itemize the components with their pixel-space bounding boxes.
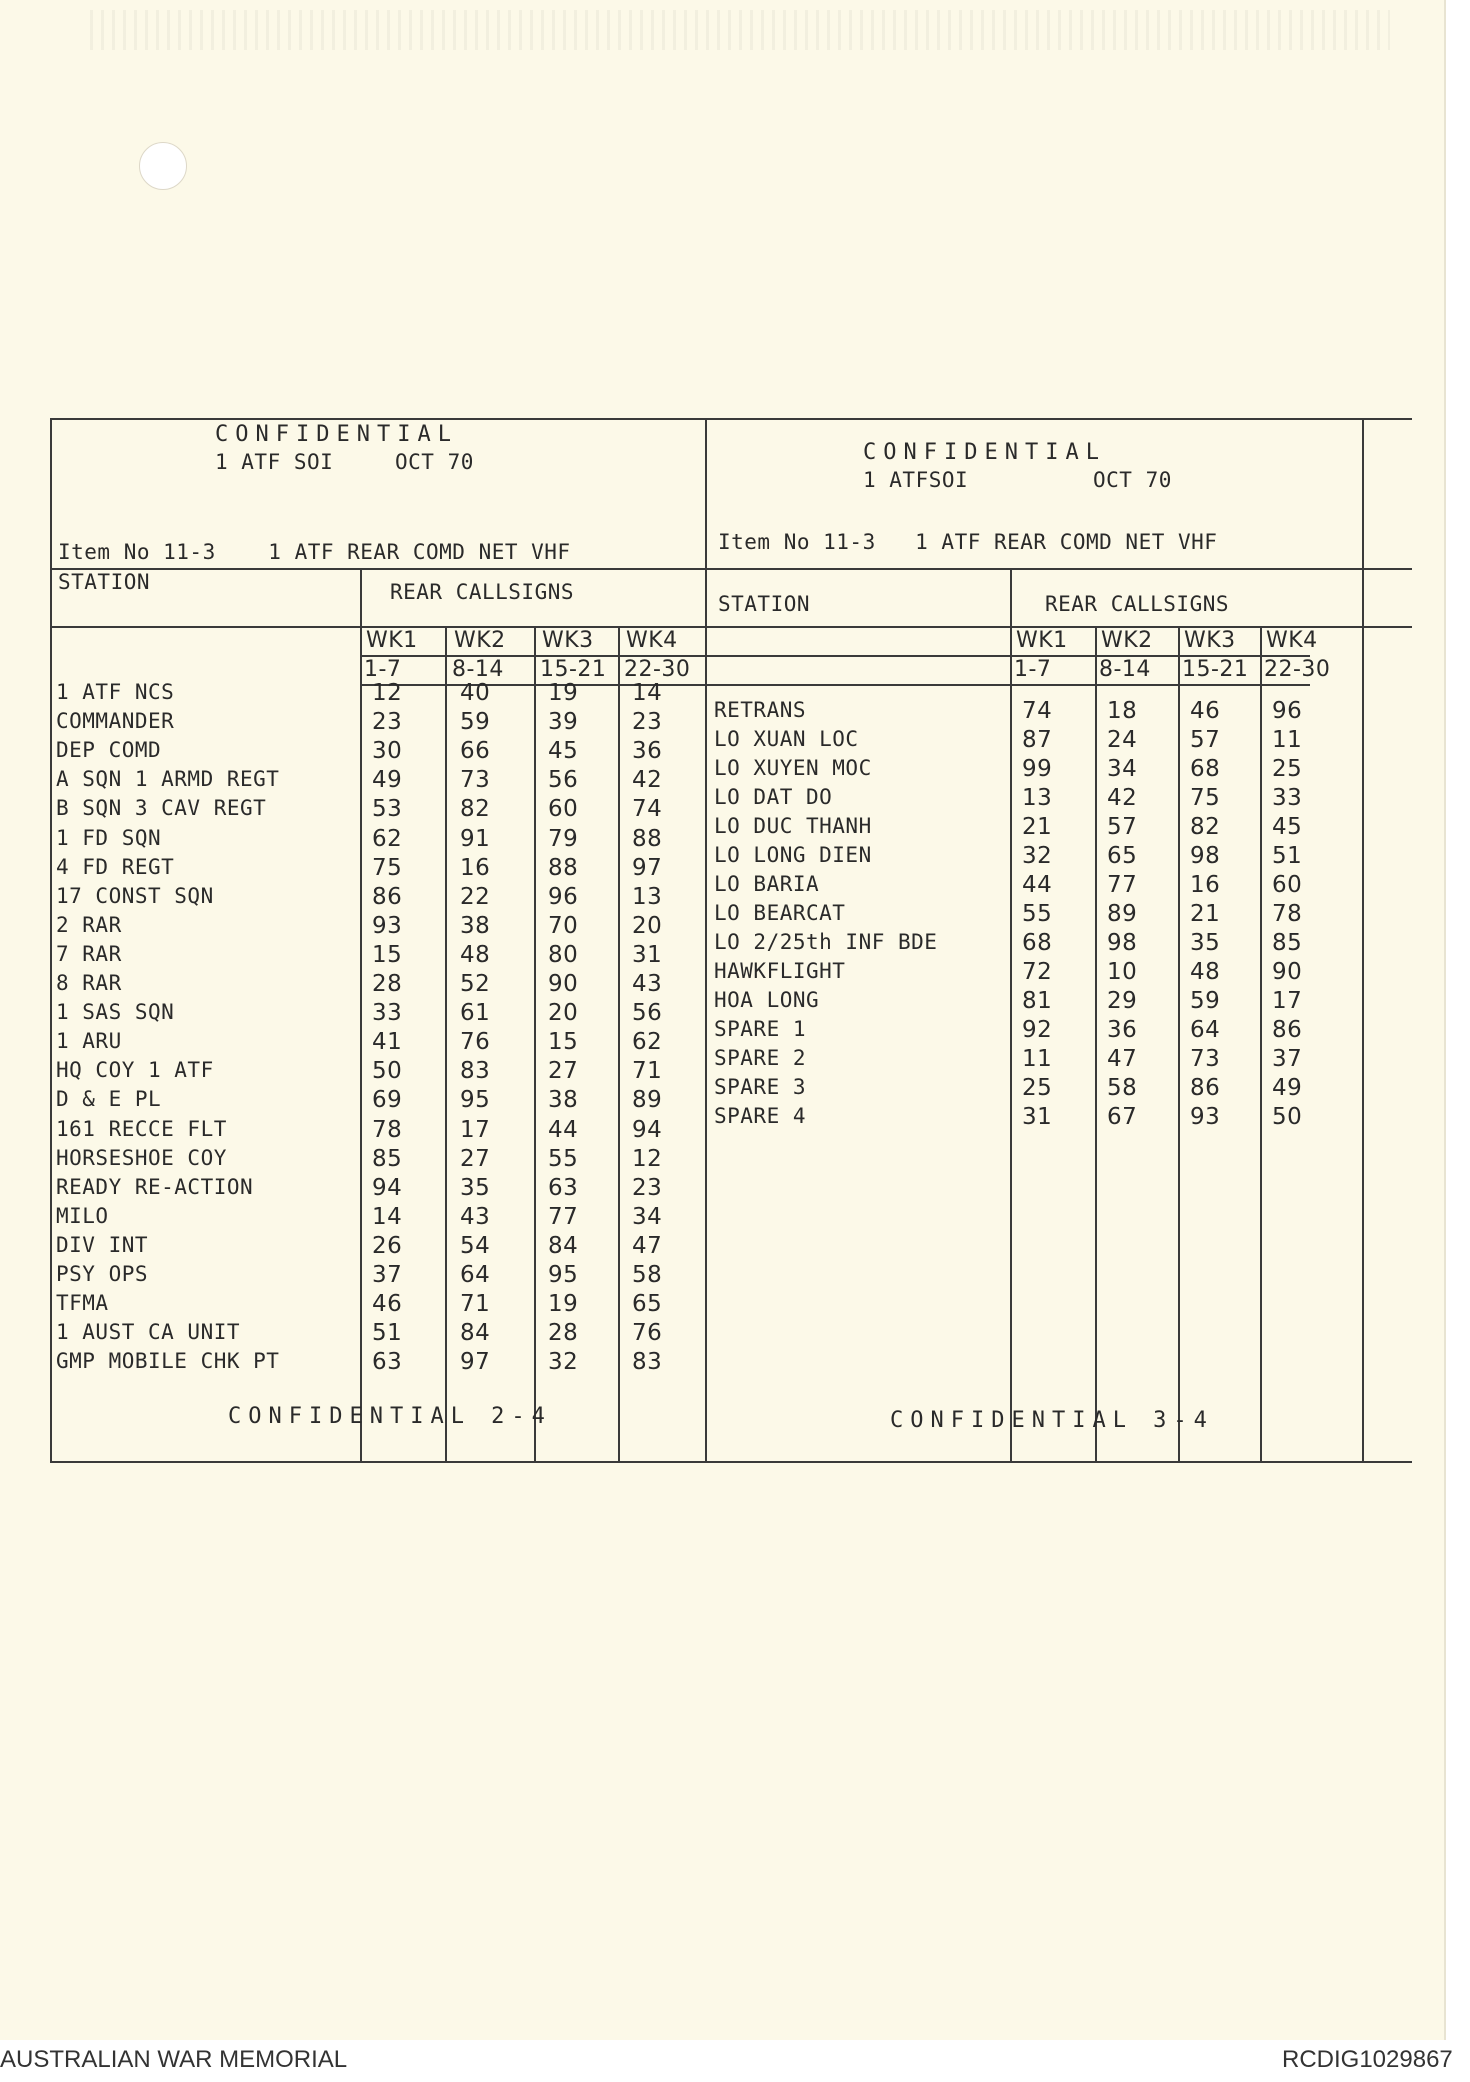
right-callsign-cell: 25 bbox=[1272, 756, 1303, 782]
rule-l-col4 bbox=[618, 626, 620, 1461]
left-station-name: TFMA bbox=[56, 1291, 109, 1315]
left-callsign-cell: 95 bbox=[548, 1262, 579, 1288]
rule-l-col2 bbox=[445, 626, 447, 1461]
left-callsign-cell: 55 bbox=[548, 1146, 579, 1172]
left-station-name: 161 RECCE FLT bbox=[56, 1117, 227, 1141]
right-callsign-cell: 35 bbox=[1190, 930, 1221, 956]
right-callsign-cell: 21 bbox=[1190, 901, 1221, 927]
left-callsign-cell: 75 bbox=[372, 855, 403, 881]
right-station-name: HOA LONG bbox=[714, 988, 820, 1012]
rule-l-col3 bbox=[534, 626, 536, 1461]
right-callsign-cell: 45 bbox=[1272, 814, 1303, 840]
rule-days bbox=[360, 684, 1310, 686]
left-station-name: PSY OPS bbox=[56, 1262, 149, 1286]
left-station-name: B SQN 3 CAV REGT bbox=[56, 796, 267, 820]
rule-item bbox=[50, 568, 1412, 570]
right-station-name: RETRANS bbox=[714, 698, 807, 722]
left-station-label: STATION bbox=[58, 570, 151, 594]
left-callsign-cell: 42 bbox=[632, 767, 663, 793]
right-week-label: WK2 bbox=[1101, 628, 1153, 653]
right-callsign-cell: 86 bbox=[1272, 1017, 1303, 1043]
left-callsign-cell: 14 bbox=[632, 680, 663, 706]
left-station-name: 2 RAR bbox=[56, 913, 122, 937]
rule-r-col1 bbox=[1010, 568, 1012, 1461]
left-callsign-cell: 70 bbox=[548, 913, 579, 939]
left-callsign-cell: 50 bbox=[372, 1058, 403, 1084]
right-week-label: WK4 bbox=[1266, 628, 1318, 653]
left-callsign-cell: 14 bbox=[372, 1204, 403, 1230]
left-callsign-cell: 44 bbox=[548, 1117, 579, 1143]
right-callsign-cell: 46 bbox=[1190, 698, 1221, 724]
left-callsign-cell: 69 bbox=[372, 1087, 403, 1113]
left-callsign-cell: 19 bbox=[548, 1291, 579, 1317]
right-station-name: LO BARIA bbox=[714, 872, 820, 896]
left-callsign-cell: 43 bbox=[460, 1204, 491, 1230]
left-callsign-cell: 61 bbox=[460, 1000, 491, 1026]
left-callsign-cell: 85 bbox=[372, 1146, 403, 1172]
right-week-label: WK3 bbox=[1184, 628, 1236, 653]
archive-institution: AUSTRALIAN WAR MEMORIAL bbox=[0, 2046, 348, 2073]
right-callsign-cell: 75 bbox=[1190, 785, 1221, 811]
left-callsign-cell: 84 bbox=[548, 1233, 579, 1259]
left-callsign-cell: 23 bbox=[632, 1175, 663, 1201]
right-station-name: SPARE 3 bbox=[714, 1075, 807, 1099]
left-callsign-cell: 28 bbox=[372, 971, 403, 997]
left-station-name: HQ COY 1 ATF bbox=[56, 1058, 214, 1082]
left-callsign-cell: 89 bbox=[632, 1087, 663, 1113]
left-callsign-cell: 19 bbox=[548, 680, 579, 706]
left-callsign-cell: 20 bbox=[548, 1000, 579, 1026]
left-station-name: 1 AUST CA UNIT bbox=[56, 1320, 241, 1344]
left-week-label: WK1 bbox=[366, 628, 418, 653]
left-callsign-cell: 58 bbox=[632, 1262, 663, 1288]
left-classification: CONFIDENTIAL bbox=[215, 422, 458, 447]
left-callsign-cell: 62 bbox=[632, 1029, 663, 1055]
right-callsign-cell: 82 bbox=[1190, 814, 1221, 840]
right-callsign-cell: 60 bbox=[1272, 872, 1303, 898]
right-callsign-cell: 11 bbox=[1022, 1046, 1053, 1072]
left-station-name: 8 RAR bbox=[56, 971, 122, 995]
left-callsign-cell: 91 bbox=[460, 826, 491, 852]
left-doc-title: 1 ATF SOI bbox=[215, 450, 334, 474]
right-callsign-cell: 49 bbox=[1272, 1075, 1303, 1101]
right-callsign-cell: 17 bbox=[1272, 988, 1303, 1014]
rule-r-col2 bbox=[1095, 626, 1097, 1461]
left-callsign-cell: 16 bbox=[460, 855, 491, 881]
left-station-name: MILO bbox=[56, 1204, 109, 1228]
left-callsign-cell: 53 bbox=[372, 796, 403, 822]
rule-r-col4 bbox=[1260, 626, 1262, 1461]
left-callsign-cell: 27 bbox=[460, 1146, 491, 1172]
left-callsign-cell: 88 bbox=[632, 826, 663, 852]
left-doc-date: OCT 70 bbox=[395, 450, 474, 474]
rule-center bbox=[705, 418, 707, 1463]
right-callsign-cell: 72 bbox=[1022, 959, 1053, 985]
right-callsign-cell: 34 bbox=[1107, 756, 1138, 782]
rule-r-col3 bbox=[1178, 626, 1180, 1461]
left-station-name: HORSESHOE COY bbox=[56, 1146, 227, 1170]
right-callsign-cell: 57 bbox=[1190, 727, 1221, 753]
left-callsign-cell: 94 bbox=[372, 1175, 403, 1201]
left-station-name: 17 CONST SQN bbox=[56, 884, 214, 908]
left-callsign-cell: 36 bbox=[632, 738, 663, 764]
left-callsign-cell: 84 bbox=[460, 1320, 491, 1346]
rule-l-col1 bbox=[360, 568, 362, 1461]
right-callsign-cell: 74 bbox=[1022, 698, 1053, 724]
left-station-name: GMP MOBILE CHK PT bbox=[56, 1349, 280, 1373]
punch-hole bbox=[139, 142, 187, 190]
left-callsign-cell: 28 bbox=[548, 1320, 579, 1346]
right-callsign-cell: 68 bbox=[1190, 756, 1221, 782]
left-station-name: 1 FD SQN bbox=[56, 826, 162, 850]
left-callsign-cell: 56 bbox=[548, 767, 579, 793]
right-station-name: LO DAT DO bbox=[714, 785, 833, 809]
left-callsign-cell: 59 bbox=[460, 709, 491, 735]
left-callsign-cell: 51 bbox=[372, 1320, 403, 1346]
left-callsign-cell: 23 bbox=[372, 709, 403, 735]
right-callsign-cell: 93 bbox=[1190, 1104, 1221, 1130]
left-callsign-cell: 33 bbox=[372, 1000, 403, 1026]
right-callsign-cell: 51 bbox=[1272, 843, 1303, 869]
right-callsign-cell: 55 bbox=[1022, 901, 1053, 927]
left-callsign-cell: 95 bbox=[460, 1087, 491, 1113]
left-station-name: A SQN 1 ARMD REGT bbox=[56, 767, 280, 791]
left-callsign-cell: 83 bbox=[632, 1349, 663, 1375]
left-callsign-cell: 34 bbox=[632, 1204, 663, 1230]
left-callsign-cell: 73 bbox=[460, 767, 491, 793]
left-station-name: 1 ATF NCS bbox=[56, 680, 175, 704]
right-station-name: LO BEARCAT bbox=[714, 901, 846, 925]
right-callsign-cell: 90 bbox=[1272, 959, 1303, 985]
right-callsign-cell: 47 bbox=[1107, 1046, 1138, 1072]
left-station-name: COMMANDER bbox=[56, 709, 175, 733]
right-callsign-cell: 16 bbox=[1190, 872, 1221, 898]
right-week-days: 1-7 bbox=[1014, 657, 1052, 682]
left-callsign-cell: 26 bbox=[372, 1233, 403, 1259]
left-callsign-cell: 20 bbox=[632, 913, 663, 939]
right-callsign-cell: 68 bbox=[1022, 930, 1053, 956]
right-classification: CONFIDENTIAL bbox=[863, 440, 1106, 465]
left-station-name: READY RE-ACTION bbox=[56, 1175, 254, 1199]
left-callsign-cell: 31 bbox=[632, 942, 663, 968]
right-callsign-cell: 73 bbox=[1190, 1046, 1221, 1072]
right-callsign-cell: 59 bbox=[1190, 988, 1221, 1014]
left-callsign-cell: 35 bbox=[460, 1175, 491, 1201]
left-callsign-cell: 96 bbox=[548, 884, 579, 910]
left-week-label: WK2 bbox=[454, 628, 506, 653]
right-footer: CONFIDENTIAL 3-4 bbox=[890, 1408, 1214, 1433]
right-callsign-cell: 29 bbox=[1107, 988, 1138, 1014]
right-callsign-cell: 96 bbox=[1272, 698, 1303, 724]
left-callsign-cell: 46 bbox=[372, 1291, 403, 1317]
right-callsign-cell: 31 bbox=[1022, 1104, 1053, 1130]
right-callsign-cell: 21 bbox=[1022, 814, 1053, 840]
left-callsign-cell: 48 bbox=[460, 942, 491, 968]
right-callsign-cell: 24 bbox=[1107, 727, 1138, 753]
left-callsign-cell: 94 bbox=[632, 1117, 663, 1143]
right-callsign-cell: 92 bbox=[1022, 1017, 1053, 1043]
left-callsign-cell: 37 bbox=[372, 1262, 403, 1288]
right-station-name: SPARE 4 bbox=[714, 1104, 807, 1128]
right-station-label: STATION bbox=[718, 592, 811, 616]
right-station-name: HAWKFLIGHT bbox=[714, 959, 846, 983]
right-callsign-cell: 11 bbox=[1272, 727, 1303, 753]
right-week-days: 22-30 bbox=[1264, 657, 1331, 682]
left-item-title: Item No 11-3 1 ATF REAR COMD NET VHF bbox=[58, 540, 571, 564]
right-callsign-cell: 99 bbox=[1022, 756, 1053, 782]
left-week-days: 8-14 bbox=[452, 657, 504, 682]
right-station-name: LO XUYEN MOC bbox=[714, 756, 872, 780]
right-callsign-cell: 57 bbox=[1107, 814, 1138, 840]
left-callsign-cell: 71 bbox=[460, 1291, 491, 1317]
left-week-label: WK3 bbox=[542, 628, 594, 653]
right-callsign-cell: 98 bbox=[1190, 843, 1221, 869]
right-station-name: LO DUC THANH bbox=[714, 814, 872, 838]
right-week-days: 8-14 bbox=[1099, 657, 1151, 682]
left-callsign-cell: 80 bbox=[548, 942, 579, 968]
rule-left bbox=[50, 418, 52, 1463]
right-callsign-cell: 48 bbox=[1190, 959, 1221, 985]
left-callsign-cell: 30 bbox=[372, 738, 403, 764]
left-callsign-cell: 49 bbox=[372, 767, 403, 793]
left-callsign-cell: 86 bbox=[372, 884, 403, 910]
right-callsign-cell: 42 bbox=[1107, 785, 1138, 811]
left-callsign-cell: 40 bbox=[460, 680, 491, 706]
right-callsign-cell: 89 bbox=[1107, 901, 1138, 927]
left-station-name: DEP COMD bbox=[56, 738, 162, 762]
right-callsign-cell: 25 bbox=[1022, 1075, 1053, 1101]
rule-top bbox=[50, 418, 1412, 420]
left-callsign-cell: 12 bbox=[372, 680, 403, 706]
left-callsign-cell: 23 bbox=[632, 709, 663, 735]
left-callsign-cell: 47 bbox=[632, 1233, 663, 1259]
right-station-name: SPARE 2 bbox=[714, 1046, 807, 1070]
left-callsign-cell: 97 bbox=[460, 1349, 491, 1375]
left-week-days: 15-21 bbox=[540, 657, 607, 682]
left-callsign-cell: 66 bbox=[460, 738, 491, 764]
left-station-name: 4 FD REGT bbox=[56, 855, 175, 879]
left-callsign-cell: 15 bbox=[548, 1029, 579, 1055]
left-callsign-cell: 77 bbox=[548, 1204, 579, 1230]
right-callsign-cell: 32 bbox=[1022, 843, 1053, 869]
left-callsign-cell: 65 bbox=[632, 1291, 663, 1317]
left-callsign-cell: 74 bbox=[632, 796, 663, 822]
right-callsign-cell: 67 bbox=[1107, 1104, 1138, 1130]
right-callsign-label: REAR CALLSIGNS bbox=[1045, 592, 1230, 616]
right-callsign-cell: 36 bbox=[1107, 1017, 1138, 1043]
left-callsign-cell: 12 bbox=[632, 1146, 663, 1172]
archive-reference: RCDIG1029867 bbox=[1282, 2046, 1453, 2073]
left-callsign-cell: 56 bbox=[632, 1000, 663, 1026]
right-callsign-cell: 98 bbox=[1107, 930, 1138, 956]
left-week-days: 22-30 bbox=[624, 657, 691, 682]
left-station-name: D & E PL bbox=[56, 1087, 162, 1111]
right-callsign-cell: 78 bbox=[1272, 901, 1303, 927]
left-callsign-cell: 43 bbox=[632, 971, 663, 997]
right-station-name: LO LONG DIEN bbox=[714, 843, 872, 867]
left-callsign-cell: 17 bbox=[460, 1117, 491, 1143]
left-callsign-cell: 27 bbox=[548, 1058, 579, 1084]
left-callsign-cell: 41 bbox=[372, 1029, 403, 1055]
right-callsign-cell: 13 bbox=[1022, 785, 1053, 811]
left-station-name: 1 ARU bbox=[56, 1029, 122, 1053]
left-callsign-cell: 76 bbox=[460, 1029, 491, 1055]
right-callsign-cell: 18 bbox=[1107, 698, 1138, 724]
left-callsign-cell: 62 bbox=[372, 826, 403, 852]
right-doc-date: OCT 70 bbox=[1093, 468, 1172, 492]
left-callsign-cell: 54 bbox=[460, 1233, 491, 1259]
left-callsign-cell: 82 bbox=[460, 796, 491, 822]
left-callsign-cell: 45 bbox=[548, 738, 579, 764]
left-callsign-cell: 52 bbox=[460, 971, 491, 997]
right-station-name: LO 2/25th INF BDE bbox=[714, 930, 938, 954]
right-item-title: Item No 11-3 1 ATF REAR COMD NET VHF bbox=[718, 530, 1218, 554]
left-callsign-cell: 93 bbox=[372, 913, 403, 939]
right-station-name: SPARE 1 bbox=[714, 1017, 807, 1041]
left-callsign-cell: 63 bbox=[372, 1349, 403, 1375]
right-callsign-cell: 86 bbox=[1190, 1075, 1221, 1101]
left-callsign-cell: 90 bbox=[548, 971, 579, 997]
left-callsign-cell: 38 bbox=[460, 913, 491, 939]
left-callsign-cell: 39 bbox=[548, 709, 579, 735]
left-station-name: 7 RAR bbox=[56, 942, 122, 966]
left-callsign-cell: 15 bbox=[372, 942, 403, 968]
right-callsign-cell: 87 bbox=[1022, 727, 1053, 753]
right-week-days: 15-21 bbox=[1182, 657, 1249, 682]
right-callsign-cell: 37 bbox=[1272, 1046, 1303, 1072]
right-callsign-cell: 77 bbox=[1107, 872, 1138, 898]
left-callsign-cell: 76 bbox=[632, 1320, 663, 1346]
right-callsign-cell: 44 bbox=[1022, 872, 1053, 898]
right-callsign-cell: 10 bbox=[1107, 959, 1138, 985]
left-callsign-cell: 22 bbox=[460, 884, 491, 910]
left-callsign-cell: 71 bbox=[632, 1058, 663, 1084]
left-callsign-cell: 83 bbox=[460, 1058, 491, 1084]
right-callsign-cell: 33 bbox=[1272, 785, 1303, 811]
left-callsign-label: REAR CALLSIGNS bbox=[390, 580, 575, 604]
left-callsign-cell: 79 bbox=[548, 826, 579, 852]
right-week-label: WK1 bbox=[1016, 628, 1068, 653]
left-callsign-cell: 64 bbox=[460, 1262, 491, 1288]
left-callsign-cell: 88 bbox=[548, 855, 579, 881]
right-callsign-cell: 50 bbox=[1272, 1104, 1303, 1130]
right-station-name: LO XUAN LOC bbox=[714, 727, 859, 751]
right-callsign-cell: 85 bbox=[1272, 930, 1303, 956]
right-doc-title: 1 ATFSOI bbox=[863, 468, 969, 492]
right-callsign-cell: 64 bbox=[1190, 1017, 1221, 1043]
rule-bottom bbox=[50, 1461, 1412, 1463]
right-callsign-cell: 58 bbox=[1107, 1075, 1138, 1101]
left-week-days: 1-7 bbox=[364, 657, 402, 682]
right-callsign-cell: 81 bbox=[1022, 988, 1053, 1014]
left-footer: CONFIDENTIAL 2-4 bbox=[228, 1404, 552, 1429]
left-station-name: DIV INT bbox=[56, 1233, 149, 1257]
callsign-table bbox=[50, 418, 1412, 1463]
left-callsign-cell: 63 bbox=[548, 1175, 579, 1201]
left-callsign-cell: 13 bbox=[632, 884, 663, 910]
typewriter-smudge bbox=[90, 10, 1390, 50]
right-callsign-cell: 65 bbox=[1107, 843, 1138, 869]
left-callsign-cell: 78 bbox=[372, 1117, 403, 1143]
left-callsign-cell: 97 bbox=[632, 855, 663, 881]
left-station-name: 1 SAS SQN bbox=[56, 1000, 175, 1024]
rule-right bbox=[1362, 418, 1364, 1463]
left-callsign-cell: 60 bbox=[548, 796, 579, 822]
left-week-label: WK4 bbox=[626, 628, 678, 653]
left-callsign-cell: 32 bbox=[548, 1349, 579, 1375]
left-callsign-cell: 38 bbox=[548, 1087, 579, 1113]
